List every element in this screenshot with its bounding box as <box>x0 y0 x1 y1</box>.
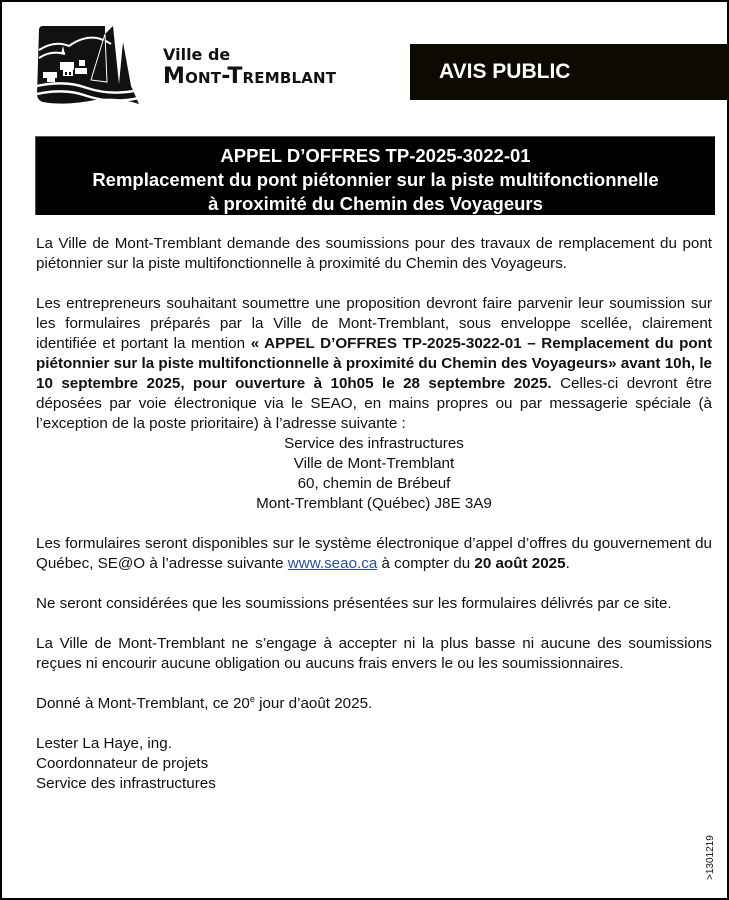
paragraph-submission <box>36 294 712 434</box>
paragraph-given-date <box>36 694 712 714</box>
address-line-3: 60, chemin de Brébeuf <box>297 475 451 492</box>
brand-big-text: Mont-Tremblant <box>163 64 337 89</box>
submission-rest-text: Celles-ci devront être déposées par voie électronique via le SEAO, en mains propres ou par messagerie spéciale (à l’exception de la poste prioritaire) à l’adresse suivante : <box>36 375 712 432</box>
tender-title-box <box>35 136 715 215</box>
forms-intro-text: Les formulaires seront disponibles sur le système électronique d’appel d’offres du gouvernement du Québec, SE@O à l’adresse suivante <box>36 535 712 572</box>
address-line-4: Mont-Tremblant (Québec) J8E 3A9 <box>256 495 492 512</box>
address-line-1: Service des infrastructures <box>284 435 464 452</box>
signatory-title: Coordonnateur de projets <box>36 755 209 772</box>
paragraph-intro: La Ville de Mont-Tremblant demande des soumissions pour des travaux de remplacement du pont piétonnier sur la piste multifonctionnelle à proximité du Chemin des Voyageurs. <box>36 235 712 272</box>
mont-tremblant-logo-icon <box>35 24 143 112</box>
submission-bold-text: « APPEL D’OFFRES TP-2025-3022-01 – Remplacement du pont piétonnier sur la piste multifonctionnelle à proximité du Chemin des Voyageurs» avant 10h, le 10 septembre 2025, pour ouverture à 10h05 le 28 septembre 2025. <box>36 335 712 392</box>
address-line-2: Ville de Mont-Tremblant <box>293 455 455 472</box>
address-block <box>36 434 712 514</box>
tender-title-line-1: APPEL D’OFFRES TP-2025-3022-01 <box>220 145 531 166</box>
given-before-text: Donné à Mont-Tremblant, ce 20 <box>36 695 250 712</box>
seao-link[interactable]: www.seao.ca <box>287 555 378 572</box>
forms-end-text: . <box>565 555 570 572</box>
tender-title-line-3: à proximité du Chemin des Voyageurs <box>208 193 543 214</box>
given-sup-text: e <box>249 693 255 704</box>
brand-small-text: Ville de <box>163 45 231 64</box>
signature-block <box>36 734 712 794</box>
tender-title-line-2: Remplacement du pont piétonnier sur la piste multifonctionnelle <box>92 169 659 190</box>
notice-body <box>36 234 712 794</box>
paragraph-consideration: Ne seront considérées que les soumissions présentées sur les formulaires délivrés par ce site. <box>36 595 672 612</box>
given-after-text: jour d’août 2025. <box>254 695 373 712</box>
submission-intro-text: Les entrepreneurs souhaitant soumettre une proposition devront faire parvenir leur soumission sur les formulaires préparés par la Ville de Mont-Tremblant, sous enveloppe scellée, clairement identifiée et portant la mention <box>36 295 712 352</box>
signatory-name: Lester La Haye, ing. <box>36 735 172 752</box>
paragraph-forms <box>36 534 712 574</box>
brand-wordmark <box>163 46 336 90</box>
forms-date-text: 20 août 2025 <box>474 555 566 572</box>
reference-number: >1301219 <box>705 835 716 880</box>
signatory-department: Service des infrastructures <box>36 775 216 792</box>
avis-public-banner: AVIS PUBLIC <box>410 44 729 100</box>
forms-middle-text: à compter du <box>377 555 475 572</box>
paragraph-disclaimer: La Ville de Mont-Tremblant ne s’engage à accepter ni la plus basse ni aucune des soumissions reçues ni encourir aucune obligation ou aucuns frais envers le ou les soumissionnaires. <box>36 635 712 672</box>
